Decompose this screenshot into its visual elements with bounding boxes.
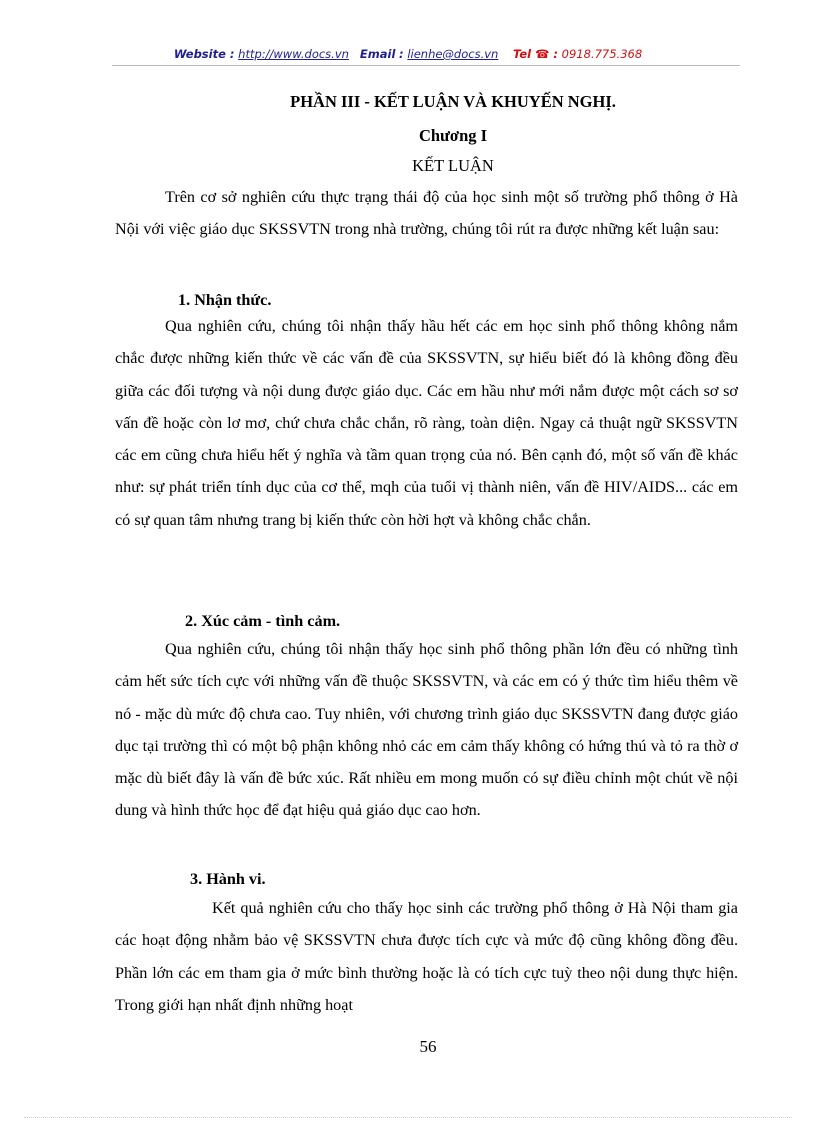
email-separator: : <box>399 47 404 61</box>
tel-number: 0918.775.368 <box>561 47 643 61</box>
page-number: 56 <box>419 1037 437 1056</box>
chapter-subtitle: KẾT LUẬN <box>412 156 494 175</box>
chapter-title: Chương I <box>418 126 488 145</box>
part-title: PHẦN III - KẾT LUẬN VÀ KHUYẾN NGHỊ. <box>290 92 616 111</box>
email-link[interactable]: lienhe@docs.vn <box>407 47 499 61</box>
section-heading-behavior: 3. Hành vi. <box>190 870 266 888</box>
section-paragraph-emotion <box>115 633 738 827</box>
section-text: Qua nghiên cứu, chúng tôi nhận thấy học sinh phổ thông phần lớn đều có những tình cảm hết sức tích cực với những vấn đề thuộc SKSSVTN, và các em có ý thức tìm hiểu thêm về nó - mặc dù mức độ chưa cao. Tuy nhiên, với chương trình giáo dục SKSSVTN đang được giáo dục tại trường thì có một bộ phận không nhỏ các em cảm thấy không có hứng thú và tỏ ra thờ ơ mặc dù biết đây là vấn đề bức xúc. Rất nhiều em mong muốn có sự điều chỉnh một chút về nội dung và hình thức học để đạt hiệu quả giáo dục cao hơn. <box>115 640 738 820</box>
tel-label: Tel ☎ : <box>512 47 559 61</box>
intro-text: Trên cơ sở nghiên cứu thực trạng thái độ của học sinh một số trường phổ thông ở Hà Nội với việc giáo dục SKSSVTN trong nhà trường, chúng tôi rút ra được những kết luận sau: <box>115 188 738 239</box>
website-link[interactable]: http://www.docs.vn <box>238 47 349 61</box>
section-paragraph-perception <box>115 310 738 536</box>
section-text: Qua nghiên cứu, chúng tôi nhận thấy hầu hết các em học sinh phổ thông không nắm chắc được những kiến thức về các vấn đề của SKSSVTN, sự hiểu biết đó là không đồng đều giữa các đối tượng và nội dung được giáo dục. Các em hầu như mới nắm được một cách sơ sơ vấn đề hoặc còn lơ mơ, chứ chưa chắc chắn, rõ ràng, toàn diện. Ngay cả thuật ngữ SKSSVTN các em cũng chưa hiểu hết ý nghĩa và tầm quan trọng của nó. Bên cạnh đó, một số vấn đề khác như: sự phát triển tính dục của cơ thể, mqh của tuổi vị thành niên, vấn đề HIV/AIDS... các em có sự quan tâm nhưng trang bị kiến thức còn hời hợt và không chắc chắn. <box>115 317 738 529</box>
intro-paragraph <box>115 181 738 246</box>
section-heading-perception: 1. Nhận thức. <box>178 291 272 309</box>
section-heading-emotion: 2. Xúc cảm - tình cảm. <box>185 612 341 630</box>
header-divider <box>112 65 740 66</box>
website-label: Website : <box>173 47 235 61</box>
section-text: Kết quả nghiên cứu cho thấy học sinh các trường phổ thông ở Hà Nội tham gia các hoạt động nhằm bảo vệ SKSSVTN chưa được tích cực và mức độ cũng không đồng đều. Phần lớn các em tham gia ở mức bình thường hoặc là có tích cực tuỳ theo nội dung thực hiện. Trong giới hạn nhất định những hoạt <box>115 899 738 1014</box>
footer-divider <box>24 1117 792 1118</box>
email-label: Email <box>359 47 396 61</box>
section-paragraph-behavior <box>115 892 738 1021</box>
page-header <box>0 47 816 61</box>
